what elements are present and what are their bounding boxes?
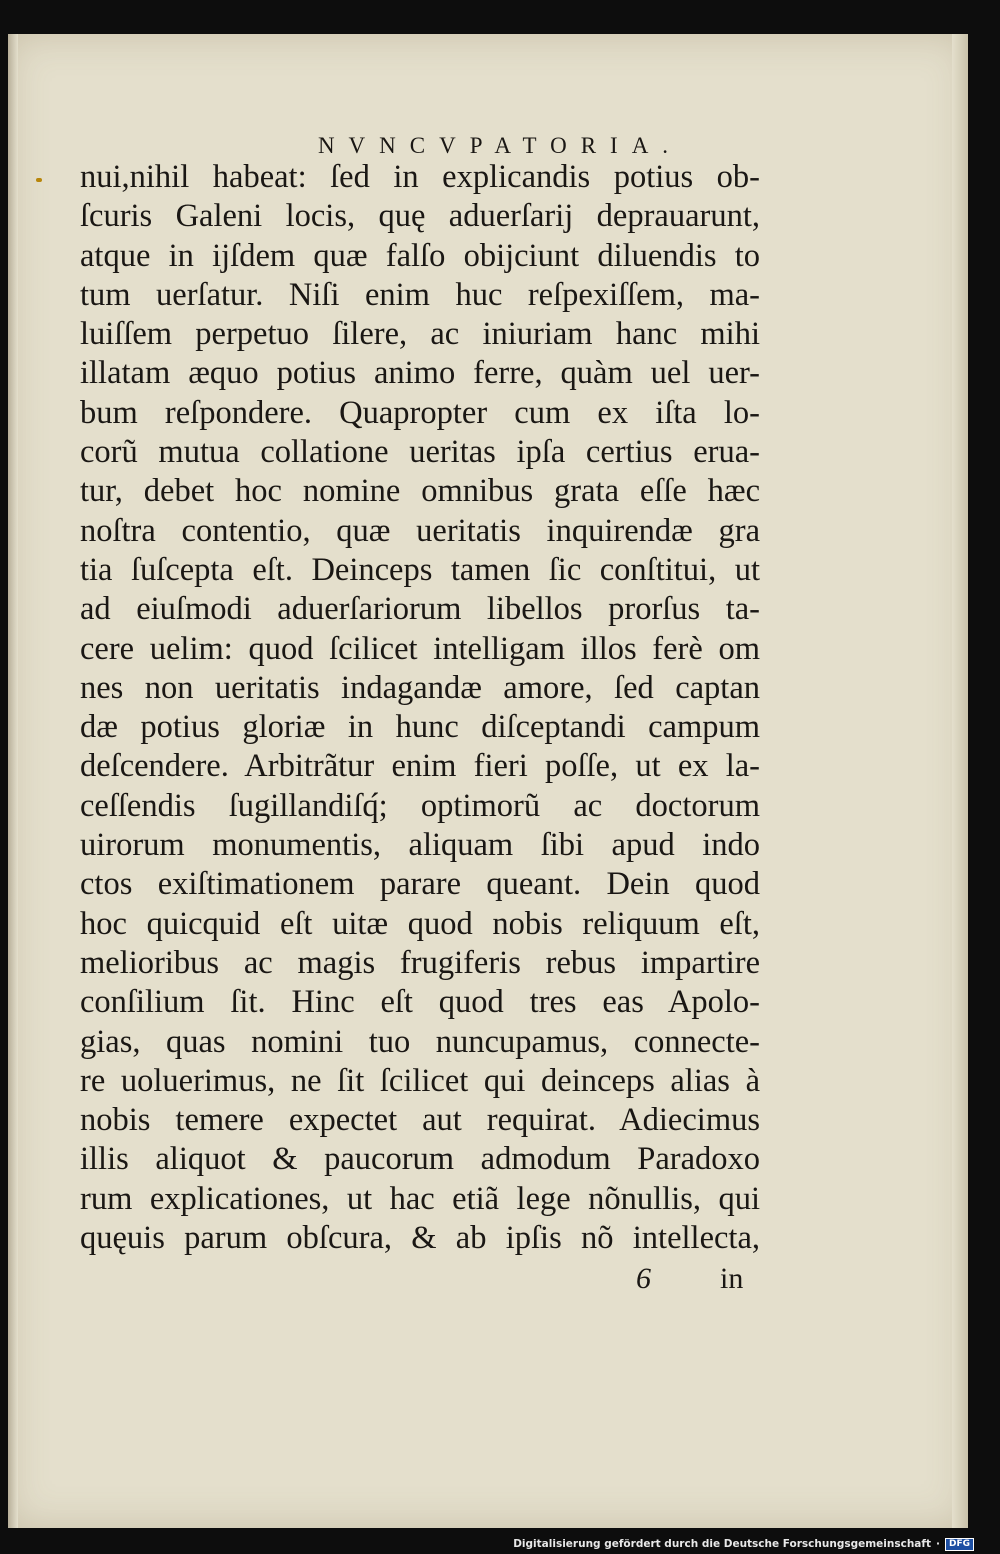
margin-mark — [36, 178, 42, 182]
text-block — [80, 158, 760, 1258]
footer-separator: · — [935, 1538, 940, 1550]
text-line: bum reſpondere. Quapropter cum ex iſta lo- — [80, 394, 760, 431]
text-line: melioribus ac magis frugiferis rebus impartire — [80, 944, 760, 981]
text-line: gias, quas nomini tuo nuncupamus, connecte- — [80, 1023, 760, 1060]
text-line: tum uerſatur. Niſi enim huc reſpexiſſem, ma- — [80, 276, 760, 313]
text-line: ceſſendis ſugillandiſq́; optimorũ ac doctorum — [80, 787, 760, 824]
running-header: NVNCVPATORIA. — [317, 133, 683, 158]
text-line: noſtra contentio, quæ ueritatis inquirendæ gra — [80, 512, 760, 549]
text-line: illatam æquo potius animo ferre, quàm uel uer- — [80, 355, 760, 392]
text-line: ctos exiſtimationem parare queant. Dein quod — [80, 866, 760, 903]
text-line: tur, debet hoc nomine omnibus grata eſſe hæc — [80, 473, 760, 510]
text-line: ſcuris Galeni locis, quę aduerſarij deprauarunt, — [80, 198, 760, 235]
text-line: deſcendere. Arbitrãtur enim fieri poſſe, ut ex la- — [80, 748, 760, 785]
text-line: uirorum monumentis, aliquam ſibi apud indo — [80, 827, 760, 864]
text-line: cere uelim: quod ſcilicet intelligam illos ferè om — [80, 630, 760, 667]
text-line: atque in ijſdem quæ falſo obijciunt diluendis to — [80, 237, 760, 274]
page-edge-right — [952, 34, 968, 1528]
catchword: in — [720, 1262, 744, 1295]
text-line: quęuis parum obſcura, & ab ipſis nõ intellecta, — [80, 1220, 760, 1257]
text-line: hoc quicquid eſt uitæ quod nobis reliquum eſt, — [80, 905, 760, 942]
text-line: rum explicationes, ut hac etiã lege nõnullis, qui — [80, 1180, 760, 1217]
dfg-logo: DFG — [945, 1538, 974, 1551]
text-line: re uoluerimus, ne ſit ſcilicet qui deinceps alias à — [80, 1062, 760, 1099]
digitization-footer — [513, 1536, 974, 1552]
signature-mark: 6 — [636, 1262, 651, 1295]
text-line: nes non ueritatis indagandæ amore, ſed captan — [80, 669, 760, 706]
text-line: nui,nihil habeat: ſed in explicandis potius ob- — [80, 159, 760, 195]
text-line: nobis temere expectet aut requirat. Adiecimus — [80, 1102, 760, 1139]
text-line: corũ mutua collatione ueritas ipſa certius erua- — [80, 434, 760, 471]
page-edge-left — [8, 34, 18, 1528]
text-line: illis aliquot & paucorum admodum Paradoxo — [80, 1141, 760, 1178]
text-line: conſilium ſit. Hinc eſt quod tres eas Apolo- — [80, 984, 760, 1021]
text-line: tia ſuſcepta eſt. Deinceps tamen ſic conſtitui, ut — [80, 551, 760, 588]
text-line: luiſſem perpetuo ſilere, ac iniuriam hanc mihi — [80, 316, 760, 353]
text-line: dæ potius gloriæ in hunc diſceptandi campum — [80, 709, 760, 746]
footer-text: Digitalisierung gefördert durch die Deutsche Forschungsgemeinschaft — [513, 1538, 931, 1550]
text-line: ad eiuſmodi aduerſariorum libellos prorſus ta- — [80, 591, 760, 628]
